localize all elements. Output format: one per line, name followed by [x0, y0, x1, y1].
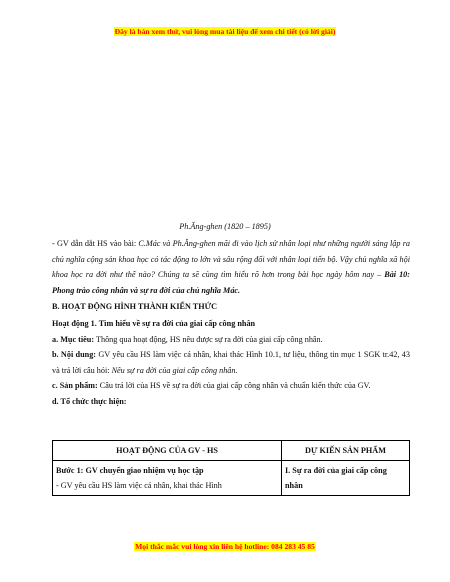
content-label: b. Nội dung:	[52, 350, 97, 360]
table-row	[53, 461, 410, 496]
content-text: GV yêu cầu HS làm việc cá nhân, khai thác Hình 10.1, tư liệu, thông tin mục 1 SGK tr.42, 43 và trả lời câu hỏi:	[52, 350, 410, 375]
product-text: Câu trả lời của HS về sự ra đời của giai cấp công nhân và chuẩn kiến thức của GV.	[97, 381, 371, 391]
document-body	[52, 236, 410, 410]
intro-lead: - GV dẫn dắt HS vào bài:	[52, 239, 139, 248]
preview-notice-text: Đây là bản xem thử, vui lòng mua tài liệu để xem chi tiết (có lời giải)	[114, 27, 336, 36]
image-caption: Ph.Ăng-ghen (1820 – 1895)	[179, 222, 271, 231]
activity-table	[52, 440, 410, 496]
table-cell-product: I. Sự ra đời của giai cấp công nhân	[282, 461, 410, 496]
objective-text: Thông qua hoạt động, HS nêu được sự ra đời của giai cấp công nhân.	[94, 334, 323, 344]
hotline-text: Mọi thắc mắc vui lòng xin liên hệ hotline: 084 283 45 85	[135, 542, 315, 551]
product-label: c. Sản phẩm:	[52, 381, 98, 391]
organization-label: d. Tổ chức thực hiện:	[52, 396, 127, 406]
table-header-activities: HOẠT ĐỘNG CỦA GV - HS	[53, 441, 282, 461]
content-paragraph	[52, 347, 410, 378]
table-cell-activity	[53, 461, 282, 496]
activity-heading: Hoạt động 1. Tìm hiểu về sự ra đời của giai cấp công nhân	[52, 318, 256, 328]
intro-paragraph	[52, 236, 410, 298]
hotline-banner	[0, 542, 450, 551]
table-header-products: DỰ KIẾN SẢN PHẨM	[282, 441, 410, 461]
intro-italic: C.Mác và Ph.Ăng-ghen mãi đi vào lịch sử nhân loại như những người sáng lập ra chủ nghĩa cộng sản khoa học có tác động to lớn và sâu rộng đối với nhân loại tiến bộ. Vậy chủ nghĩa xã hội khoa học ra đời như thế nào? Chúng ta sẽ cùng tìm hiểu rõ hơn trong bài học ngày hôm nay –	[52, 239, 410, 280]
step-1-text: - GV yêu cầu HS làm việc cá nhân, khai thác Hình	[56, 481, 222, 490]
preview-notice-banner	[0, 27, 450, 36]
organization-paragraph	[52, 394, 410, 410]
objective-label: a. Mục tiêu:	[52, 334, 95, 344]
objective-paragraph	[52, 332, 410, 348]
step-1-label: Bước 1: GV chuyển giao nhiệm vụ học tập	[56, 466, 204, 475]
content-question: Nêu sự ra đời của giai cấp công nhân.	[111, 365, 238, 375]
product-paragraph	[52, 378, 410, 394]
section-heading: B. HOẠT ĐỘNG HÌNH THÀNH KIẾN THỨC	[52, 302, 218, 312]
table-header-row	[53, 441, 410, 461]
lesson-title: Bài 10: Phong trào công nhân và sự ra đời của chủ nghĩa Mác.	[52, 270, 410, 295]
